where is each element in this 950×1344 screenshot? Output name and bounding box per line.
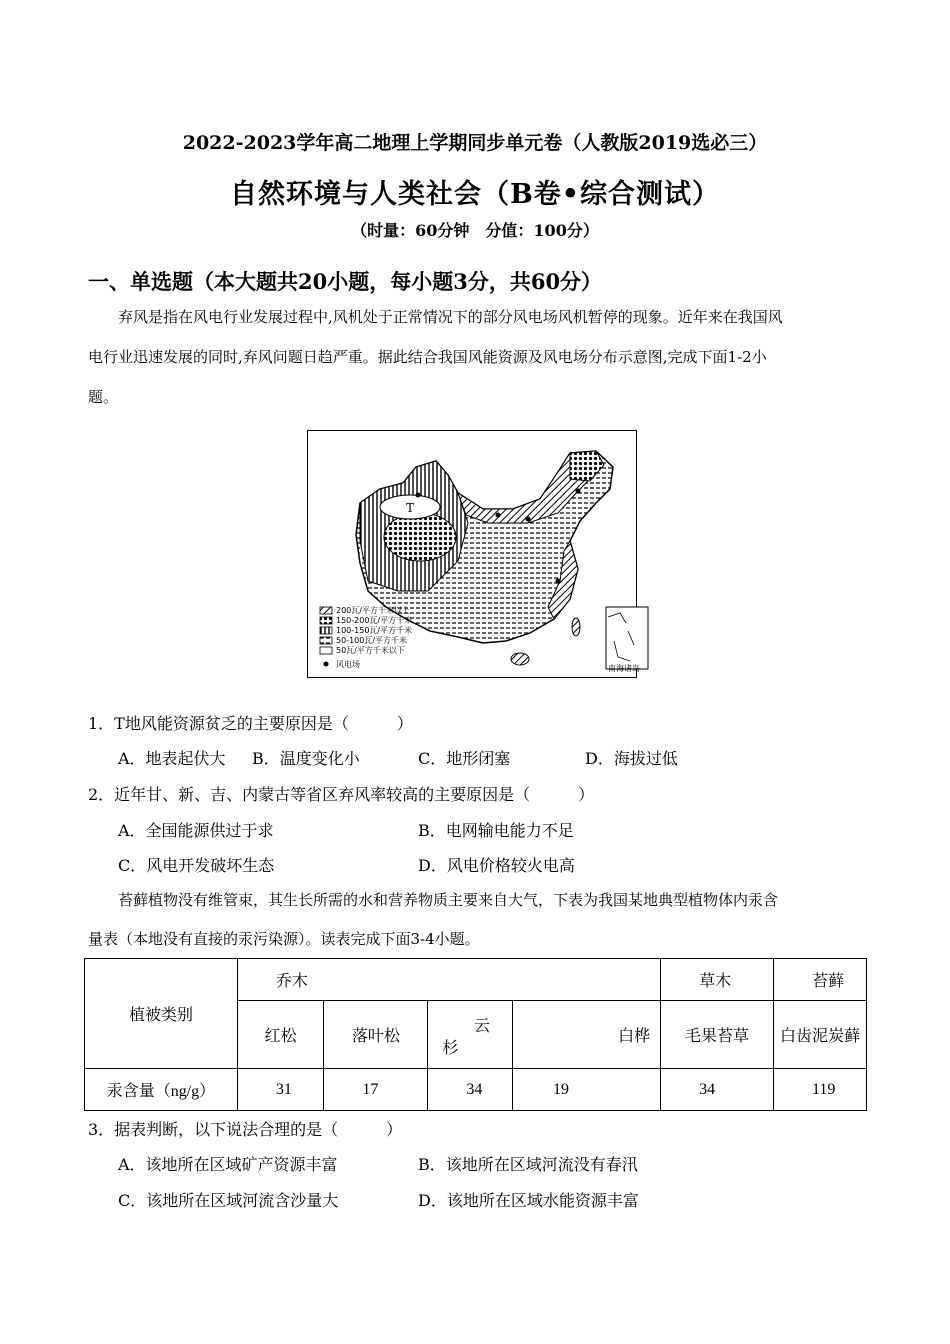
south-sea-inset xyxy=(606,607,648,673)
q3-option-b[interactable]: B．该地所在区域河流没有春汛 xyxy=(418,1155,638,1174)
q3-option-d[interactable]: D．该地所在区域水能资源丰富 xyxy=(418,1191,639,1210)
doc-title: 自然环境与人类社会（B卷•综合测试） xyxy=(229,179,721,210)
inset-label: 南海诸岛 xyxy=(608,664,640,673)
map-legend xyxy=(320,605,412,669)
q2-option-b[interactable]: B．电网输电能力不足 xyxy=(418,821,574,840)
species-cell: 白桦 xyxy=(513,1001,661,1069)
q2-option-c[interactable]: C．风电开发破坏生态 xyxy=(118,856,275,875)
legend-item: 100-150瓦/平方千米 xyxy=(336,626,413,635)
legend-item: 200瓦/平方千米以上 xyxy=(336,606,410,615)
question-3-stem: 3．据表判断，以下说法合理的是（ ） xyxy=(88,1120,403,1139)
passage1-line3: 题。 xyxy=(88,388,119,406)
table-row-header: 植被类别 xyxy=(85,959,238,1069)
map-label-t: T xyxy=(406,501,415,515)
q1-option-d[interactable]: D．海拔过低 xyxy=(585,749,678,768)
q2-option-a[interactable]: A．全国能源供过于求 xyxy=(118,821,274,840)
question-1-stem: 1．T地风能资源贫乏的主要原因是（ ） xyxy=(88,714,413,733)
species-cell: 毛果苔草 xyxy=(661,1001,774,1069)
doc-subtitle: 2022-2023学年高二地理上学期同步单元卷（人教版2019选必三） xyxy=(182,132,768,154)
passage1-line2: 电行业迅速发展的同时,弃风问题日趋严重。据此结合我国风能资源及风电场分布示意图,完成下面1-2小 xyxy=(88,348,767,366)
q1-option-b[interactable]: B．温度变化小 xyxy=(252,749,360,768)
exam-time-score: （时量：60分钟 分值：100分） xyxy=(351,221,599,240)
legend-item: 150-200瓦/平方千米 xyxy=(336,616,413,625)
group-grass: 草木 xyxy=(661,959,774,1001)
question-2-stem: 2．近年甘、新、吉、内蒙古等省区弃风率较高的主要原因是（ ） xyxy=(88,785,595,804)
q1-option-a[interactable]: A．地表起伏大 xyxy=(118,749,226,768)
wind-resource-map xyxy=(307,430,640,678)
legend-item: 风电场 xyxy=(336,660,360,669)
table-row-label: 汞含量（ng/g） xyxy=(85,1069,238,1111)
q2-option-d[interactable]: D．风电价格较火电高 xyxy=(418,856,575,875)
species-part: 杉 xyxy=(442,1040,459,1057)
q3-option-a[interactable]: A．该地所在区域矿产资源丰富 xyxy=(118,1155,338,1174)
passage2-line1: 苔藓植物没有维管束，其生长所需的水和营养物质主要来自大气，下表为我国某地典型植物体内汞含 xyxy=(118,891,779,909)
q3-option-c[interactable]: C．该地所在区域河流含沙量大 xyxy=(118,1191,339,1210)
q1-option-c[interactable]: C．地形闭塞 xyxy=(418,749,511,768)
species-cell: 白齿泥炭藓 xyxy=(773,1001,866,1069)
passage2-line2: 量表（本地没有直接的汞污染源）。读表完成下面3-4小题。 xyxy=(88,930,480,948)
value-cell: 34 xyxy=(661,1069,774,1111)
group-trees: 乔木 xyxy=(237,959,660,1001)
legend-item: 50瓦/平方千米以下 xyxy=(336,646,405,655)
value-cell: 31 xyxy=(237,1069,323,1111)
passage1-line1: 弃风是指在风电行业发展过程中,风机处于正常情况下的部分风电场风机暂停的现象。近年来在我国风 xyxy=(118,308,783,326)
mercury-table xyxy=(84,958,867,1111)
species-cell: 落叶松 xyxy=(324,1001,428,1069)
value-cell: 34 xyxy=(428,1069,513,1111)
group-moss: 苔藓 xyxy=(773,959,866,1001)
legend-item: 50-100瓦/平方千米 xyxy=(336,636,408,645)
section-heading: 一、单选题（本大题共20小题，每小题3分，共60分） xyxy=(88,269,603,294)
species-cell: 红松 xyxy=(237,1001,323,1069)
china-map-svg xyxy=(308,431,640,677)
value-cell: 119 xyxy=(773,1069,866,1111)
value-cell: 19 xyxy=(513,1069,661,1111)
species-part: 云 xyxy=(474,1018,491,1035)
species-cell xyxy=(428,1001,513,1069)
value-cell: 17 xyxy=(324,1069,428,1111)
